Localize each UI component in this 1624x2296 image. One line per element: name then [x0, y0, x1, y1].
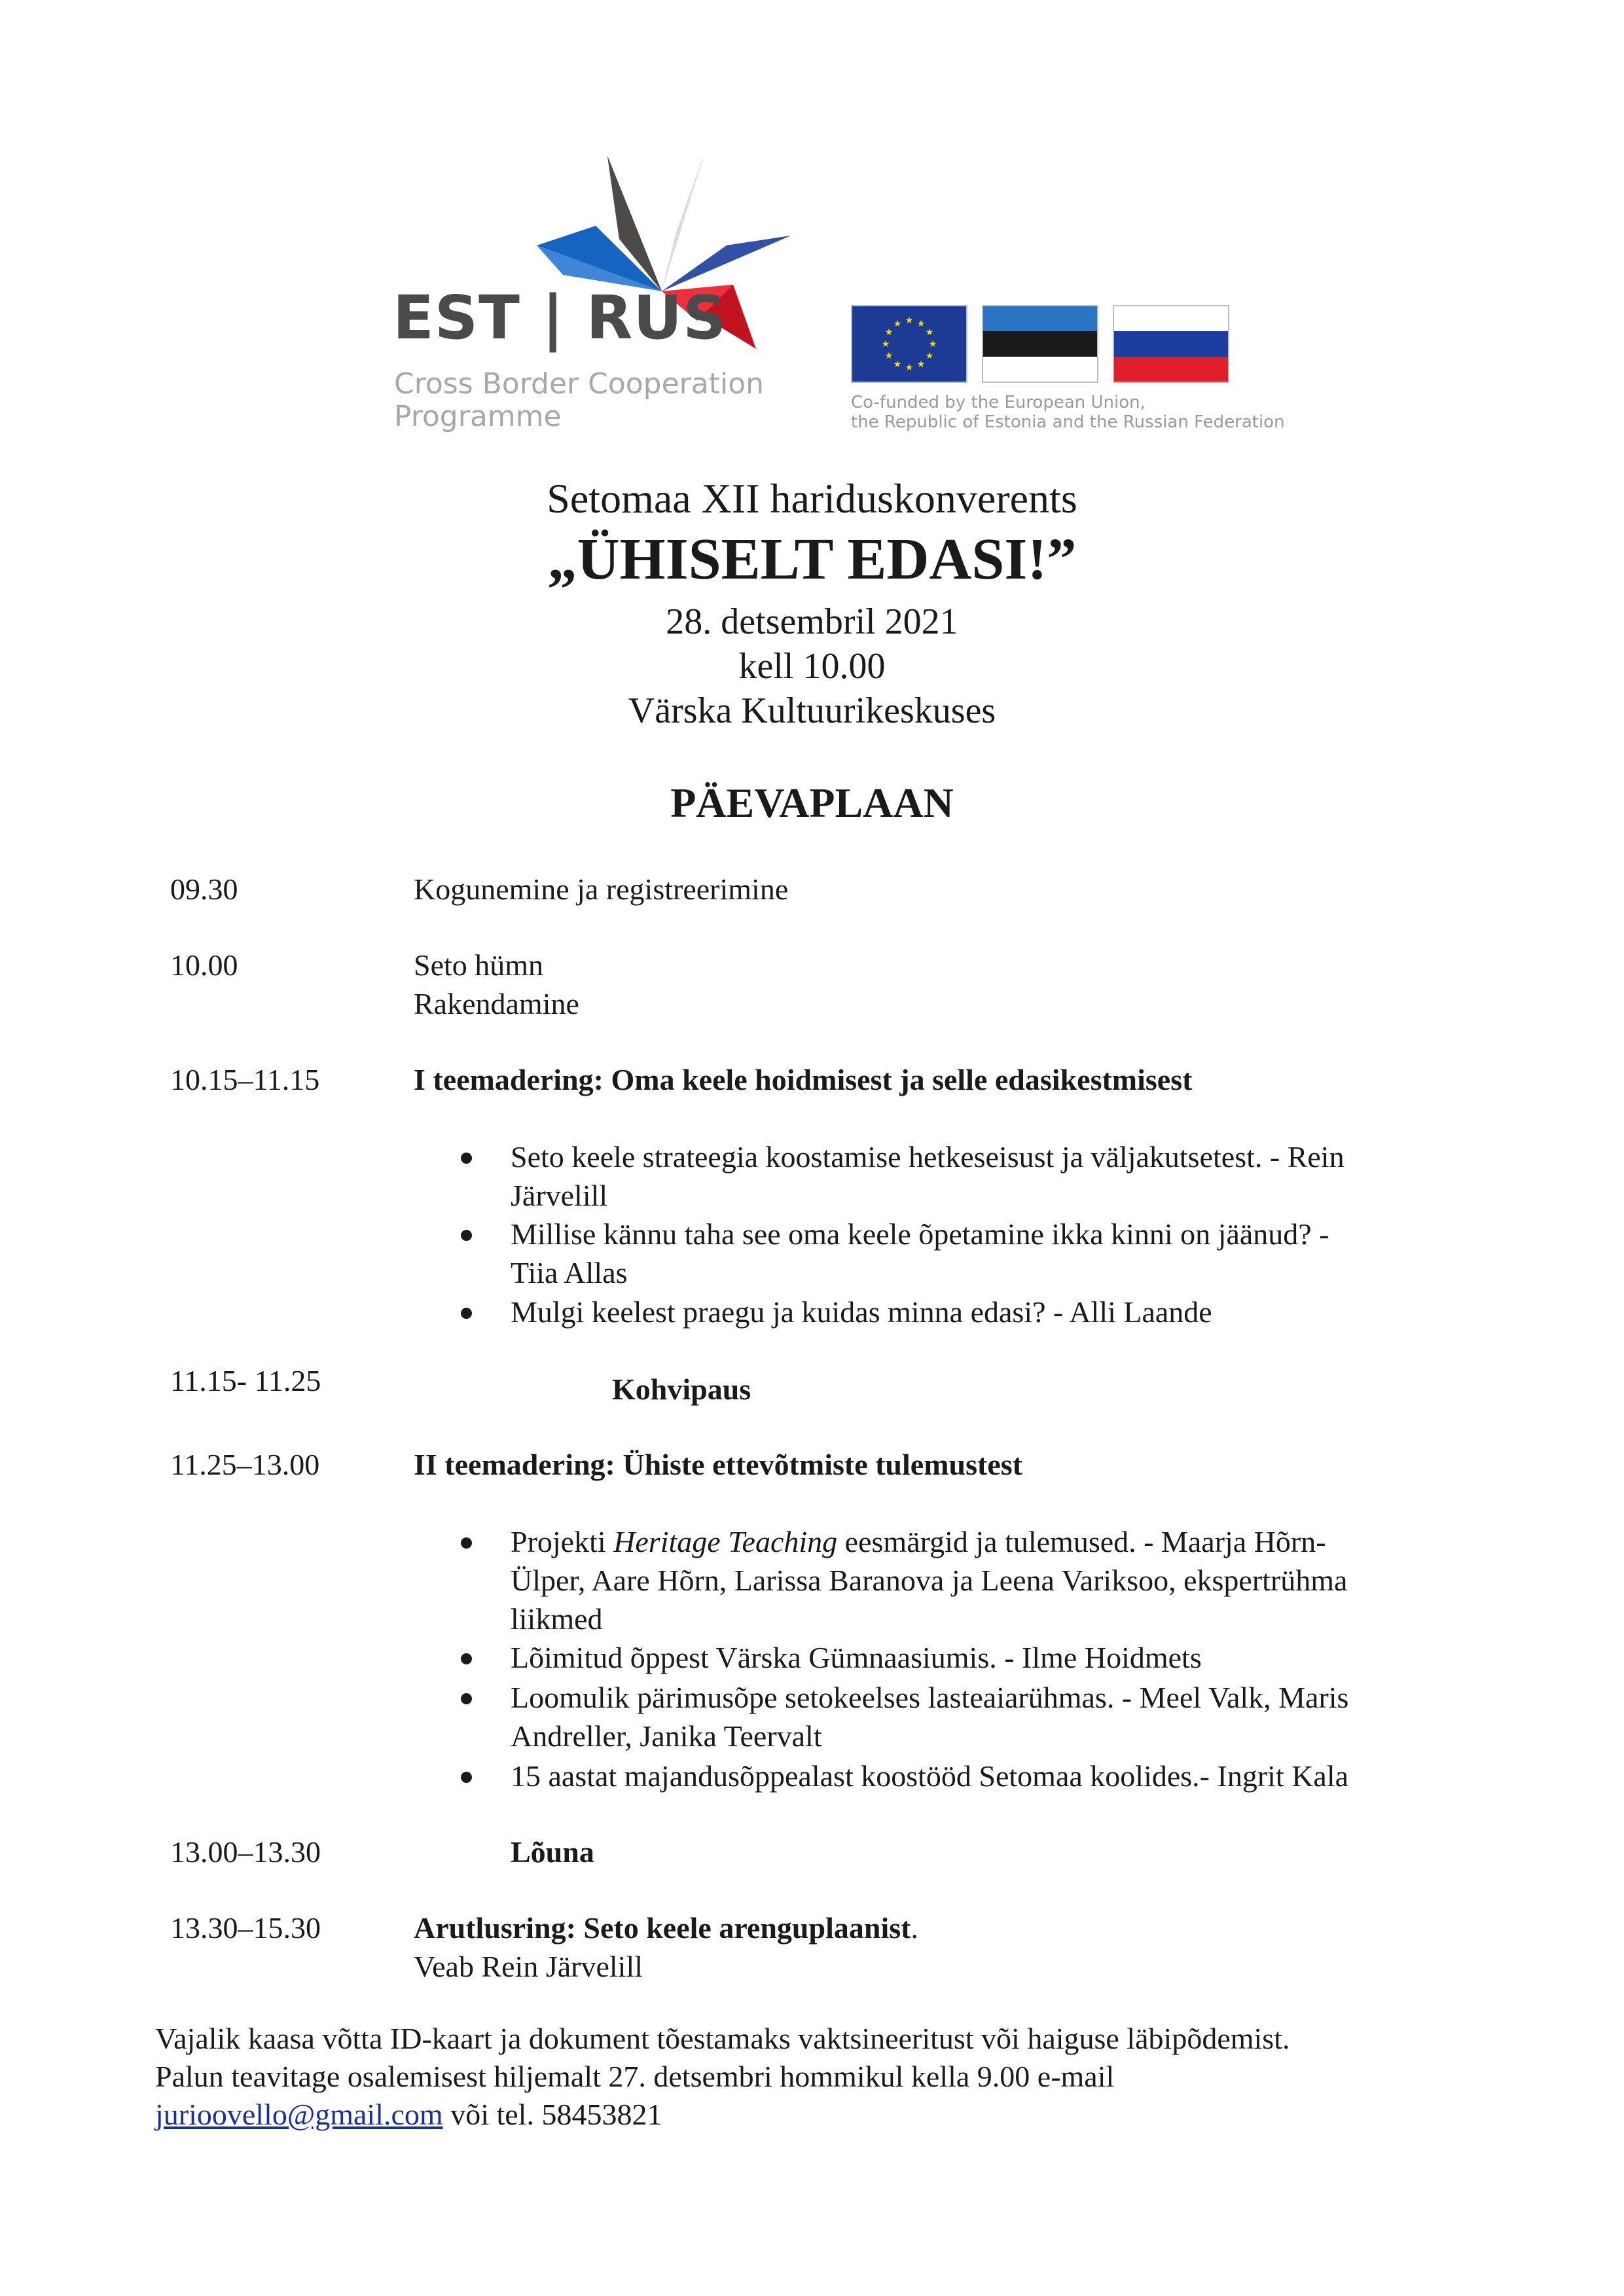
session-1-talk-1-line2: Järvelill [511, 1179, 608, 1212]
event-time: kell 10.00 [738, 646, 886, 687]
project-name: Heritage Teaching [613, 1525, 838, 1558]
programme-name-line2: Programme [394, 400, 562, 433]
session-1-talk-2-line1: Millise kännu taha see oma keele õpetamine ikka kinni on jäänud? - [511, 1217, 1329, 1251]
schedule-time-1015: 10.15–11.15 [170, 1063, 320, 1096]
bullet-icon [461, 1308, 472, 1319]
schedule-item-registration: Kogunemine ja registreerimine [414, 872, 789, 906]
eu-flag-icon [851, 305, 967, 383]
svg-text:★: ★ [893, 359, 902, 370]
conference-subtitle: Setomaa XII hariduskonverents [547, 475, 1077, 522]
bullet-icon [461, 1772, 472, 1783]
bullet-icon [461, 1153, 472, 1164]
email-link[interactable]: jurioovello@gmail.com [155, 2098, 443, 2131]
bullet-icon [461, 1537, 472, 1549]
event-venue: Värska Kultuurikeskuses [628, 691, 996, 731]
svg-text:★: ★ [916, 359, 926, 370]
lunch: Lõuna [511, 1835, 594, 1869]
session-2-heading: II teemadering: Ühiste ettevõtmiste tulemustest [414, 1448, 1022, 1481]
schedule-time-1330: 13.30–15.30 [170, 1911, 321, 1945]
coffee-break: Kohvipaus [612, 1372, 751, 1406]
session-1-talk-3: Mulgi keelest praegu ja kuidas minna edasi? - Alli Laande [511, 1295, 1212, 1329]
russia-flag-icon [1113, 305, 1229, 383]
svg-text:★: ★ [893, 319, 902, 329]
session-2-talk-1-line1: Projekti Heritage Teaching eesmärgid ja tulemused. - Maarja Hõrn- [511, 1525, 1326, 1558]
schedule-time-1300: 13.00–13.30 [170, 1835, 321, 1869]
programme-name-line1: Cross Border Cooperation [394, 367, 764, 401]
session-2-talk-4: 15 aastat majandusõppealast koostööd Setomaa koolides.- Ingrit Kala [511, 1759, 1349, 1793]
schedule-time-1125: 11.25–13.00 [170, 1448, 320, 1481]
session-2-talk-3-line2: Andreller, Janika Teervalt [511, 1719, 822, 1753]
event-date: 28. detsembril 2021 [666, 601, 958, 642]
est-rus-logo-text: EST | RUS [393, 283, 727, 353]
cofunded-note-line2: the Republic of Estonia and the Russian Federation [851, 412, 1285, 432]
session-2-talk-1-line3: liikmed [511, 1602, 603, 1636]
schedule-item-opening: Rakendamine [414, 987, 579, 1020]
svg-text:★: ★ [925, 351, 934, 361]
footer-contact: jurioovello@gmail.com või tel. 58453821 [155, 2098, 662, 2131]
session-1-heading: I teemadering: Oma keele hoidmisest ja selle edasikestmisest [414, 1063, 1193, 1096]
session-2-talk-3-line1: Loomulik pärimusõpe setokeelses lasteaiarühmas. - Meel Valk, Maris [511, 1681, 1349, 1714]
cofunded-note-line1: Co-funded by the European Union, [851, 393, 1146, 412]
discussion-heading: Arutlusring: Seto keele arenguplaanist. [414, 1911, 918, 1945]
schedule-time-1115: 11.15- 11.25 [170, 1364, 321, 1397]
svg-text:★: ★ [916, 319, 926, 329]
bullet-icon [461, 1693, 472, 1704]
svg-text:★: ★ [884, 327, 893, 338]
svg-text:★: ★ [905, 315, 914, 326]
session-2-talk-2: Lõimitud õppest Värska Gümnaasiumis. - Ilme Hoidmets [511, 1641, 1202, 1674]
conference-title: „ÜHISELT EDASI!” [547, 527, 1077, 592]
discussion-moderator: Veab Rein Järvelill [414, 1950, 643, 1983]
schedule-heading: PÄEVAPLAAN [670, 780, 954, 826]
schedule-time-1000: 10.00 [170, 948, 238, 982]
estonia-flag-icon [982, 305, 1098, 383]
footer-note-registration: Palun teavitage osalemisest hiljemalt 27. detsembri hommikul kella 9.00 e-mail [155, 2060, 1115, 2093]
footer-note-id: Vajalik kaasa võtta ID-kaart ja dokument tõestamaks vaktsineeritust või haiguse läbipõdemist. [155, 2022, 1290, 2055]
session-1-talk-1-line1: Seto keele strateegia koostamise hetkeseisust ja väljakutsetest. - Rein [511, 1140, 1344, 1174]
svg-text:★: ★ [905, 363, 914, 373]
svg-text:★: ★ [881, 339, 890, 350]
bullet-icon [461, 1230, 472, 1241]
schedule-time-0930: 09.30 [170, 872, 238, 906]
schedule-item-anthem: Seto hümn [414, 948, 544, 982]
svg-text:★: ★ [925, 327, 934, 338]
session-2-talk-1-line2: Ülper, Aare Hõrn, Larissa Baranova ja Leena Variksoo, ekspertrühma [511, 1564, 1348, 1597]
session-1-talk-2-line2: Tiia Allas [511, 1256, 628, 1289]
svg-text:★: ★ [884, 351, 893, 361]
bullet-icon [461, 1653, 472, 1664]
svg-text:★: ★ [928, 339, 937, 350]
